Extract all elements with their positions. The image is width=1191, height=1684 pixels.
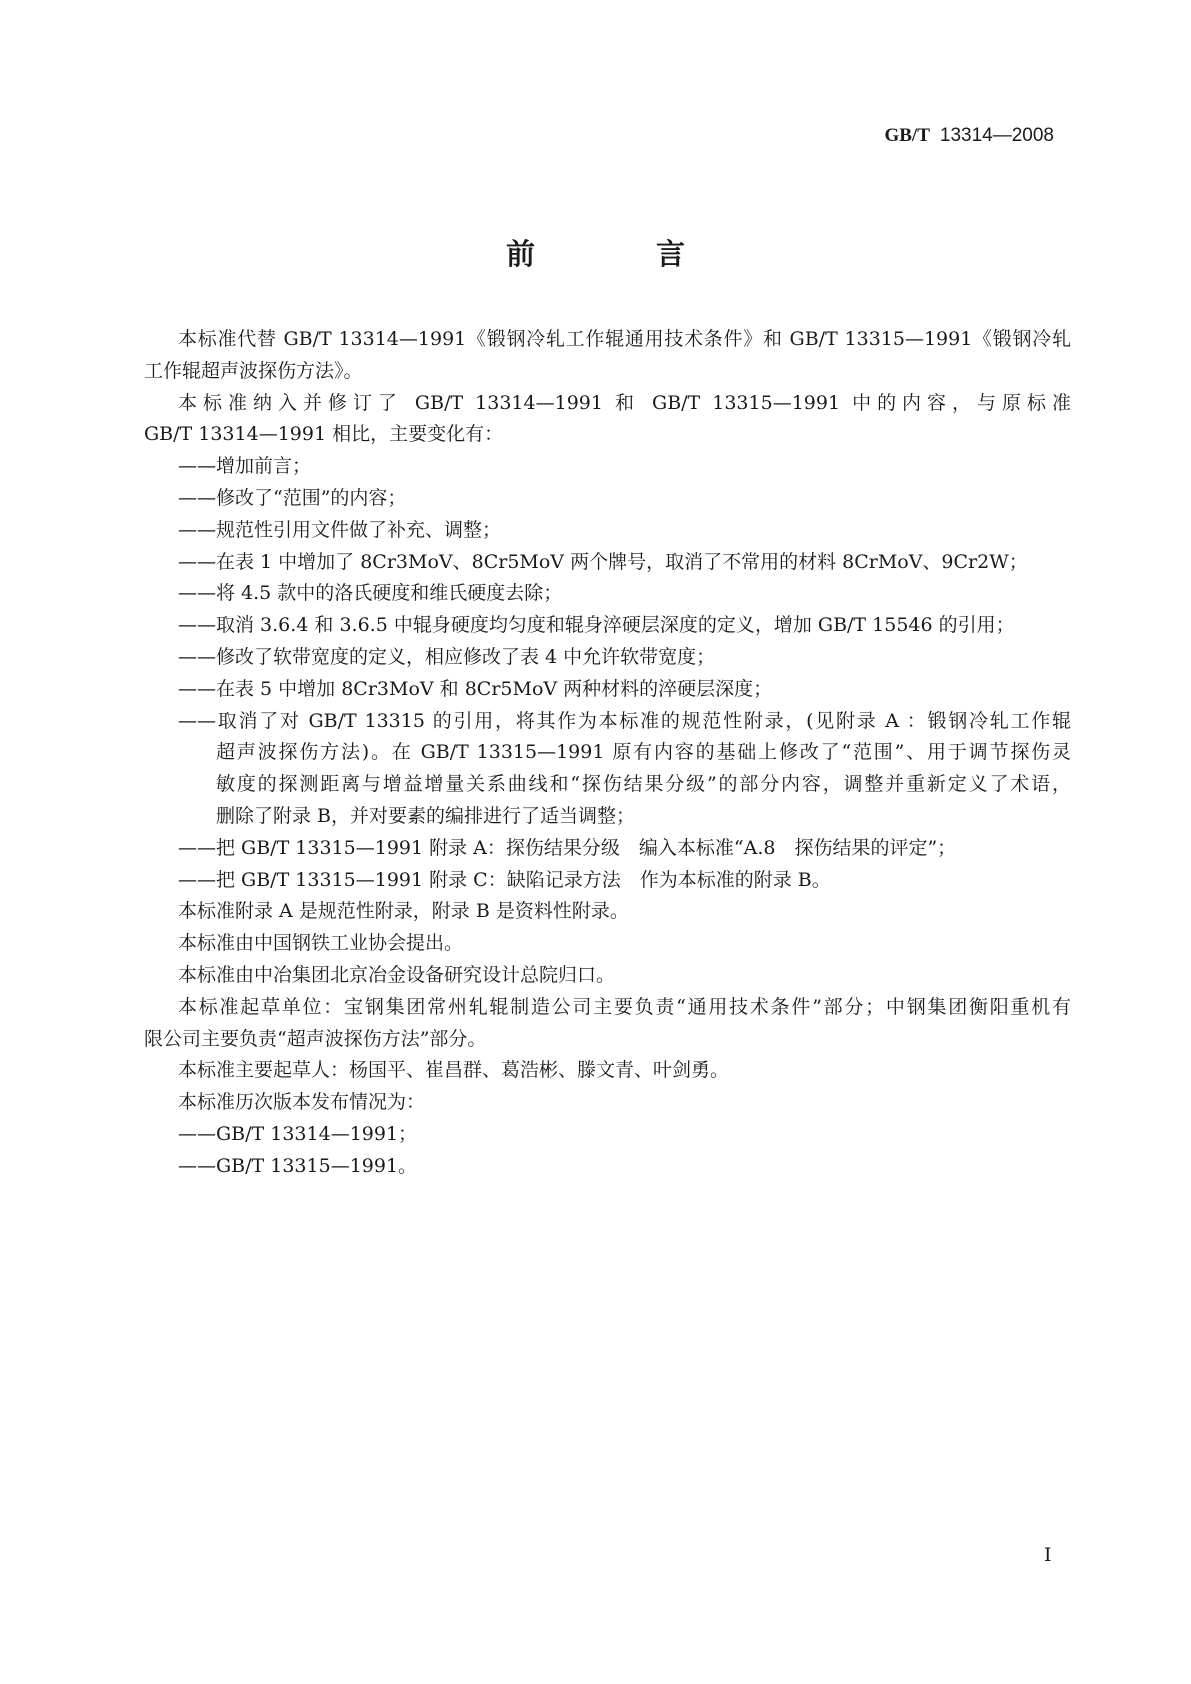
standard-number: 13314—2008 xyxy=(939,125,1054,146)
text-line: ——GB/T 13315—1991。 xyxy=(178,1154,418,1177)
text-line: ——修改了软带宽度的定义，相应修改了表 4 中允许软带宽度； xyxy=(178,645,716,668)
text-line: ——将 4.5 款中的洛氏硬度和维氏硬度去除； xyxy=(178,582,563,605)
text-line: 工作辊超声波探伤方法》。 xyxy=(144,359,363,382)
text-line: 超声波探伤方法)。在 GB/T 13315—1991 原有内容的基础上修改了“范围”、用于调节探伤灵 xyxy=(216,741,1071,764)
text-line: ——规范性引用文件做了补充、调整； xyxy=(178,518,502,541)
foreword-body xyxy=(144,324,1071,1183)
standard-number-header xyxy=(884,124,1054,147)
text-line: ——在表 5 中增加 8Cr3MoV 和 8Cr5MoV 两种材料的淬硬层深度； xyxy=(178,677,773,700)
text-line: 本标准主要起草人：杨国平、崔昌群、葛浩彬、滕文青、叶剑勇。 xyxy=(178,1059,730,1082)
text-line: 本标准纳入并修订了 GB/T 13314—1991 和 GB/T 13315—1991 中的内容，与原标准 xyxy=(178,391,1071,414)
text-line: ——取消了对 GB/T 13315 的引用，将其作为本标准的规范性附录，(见附录 A ：锻钢冷轧工作辊 xyxy=(178,709,1071,732)
text-line: ——增加前言； xyxy=(178,455,312,478)
text-line: 限公司主要负责“超声波探伤方法”部分。 xyxy=(144,1027,487,1050)
text-line: 本标准由中冶集团北京冶金设备研究设计总院归口。 xyxy=(178,963,616,986)
text-line: ——在表 1 中增加了 8Cr3MoV、8Cr5MoV 两个牌号，取消了不常用的材料 8CrMoV、9Cr2W； xyxy=(178,550,1028,573)
text-line: ——把 GB/T 13315—1991 附录 A：探伤结果分级 编入本标准“A.8 探伤结果的评定”； xyxy=(178,836,957,859)
text-line: 本标准起草单位：宝钢集团常州轧辊制造公司主要负责“通用技术条件”部分；中钢集团衡阳重机有 xyxy=(178,995,1071,1018)
page-title: 前 言 xyxy=(505,237,731,271)
text-line: ——把 GB/T 13315—1991 附录 C：缺陷记录方法 作为本标准的附录 B。 xyxy=(178,868,831,891)
text-line: ——GB/T 13314—1991； xyxy=(178,1122,418,1145)
text-line: 敏度的探测距离与增益增量关系曲线和“探伤结果分级”的部分内容，调整并重新定义了术语， xyxy=(216,773,1071,796)
text-line: 本标准代替 GB/T 13314—1991《锻钢冷轧工作辊通用技术条件》和 GB/T 13315—1991《锻钢冷轧 xyxy=(178,328,1071,350)
text-line: ——修改了“范围”的内容； xyxy=(178,486,407,509)
text-line: 本标准历次版本发布情况为： xyxy=(178,1091,426,1114)
text-line: ——取消 3.6.4 和 3.6.5 中辊身硬度均匀度和辊身淬硬层深度的定义，增加 GB/T 15546 的引用； xyxy=(178,614,1015,637)
text-line: 删除了附录 B，并对要素的编排进行了适当调整； xyxy=(216,804,636,827)
page-number: I xyxy=(1044,1544,1052,1566)
text-line: 本标准由中国钢铁工业协会提出。 xyxy=(178,932,464,955)
text-line: 本标准附录 A 是规范性附录，附录 B 是资料性附录。 xyxy=(178,900,629,923)
standard-code: GB/T xyxy=(884,125,930,146)
text-line: GB/T 13314—1991 相比，主要变化有： xyxy=(144,423,504,446)
